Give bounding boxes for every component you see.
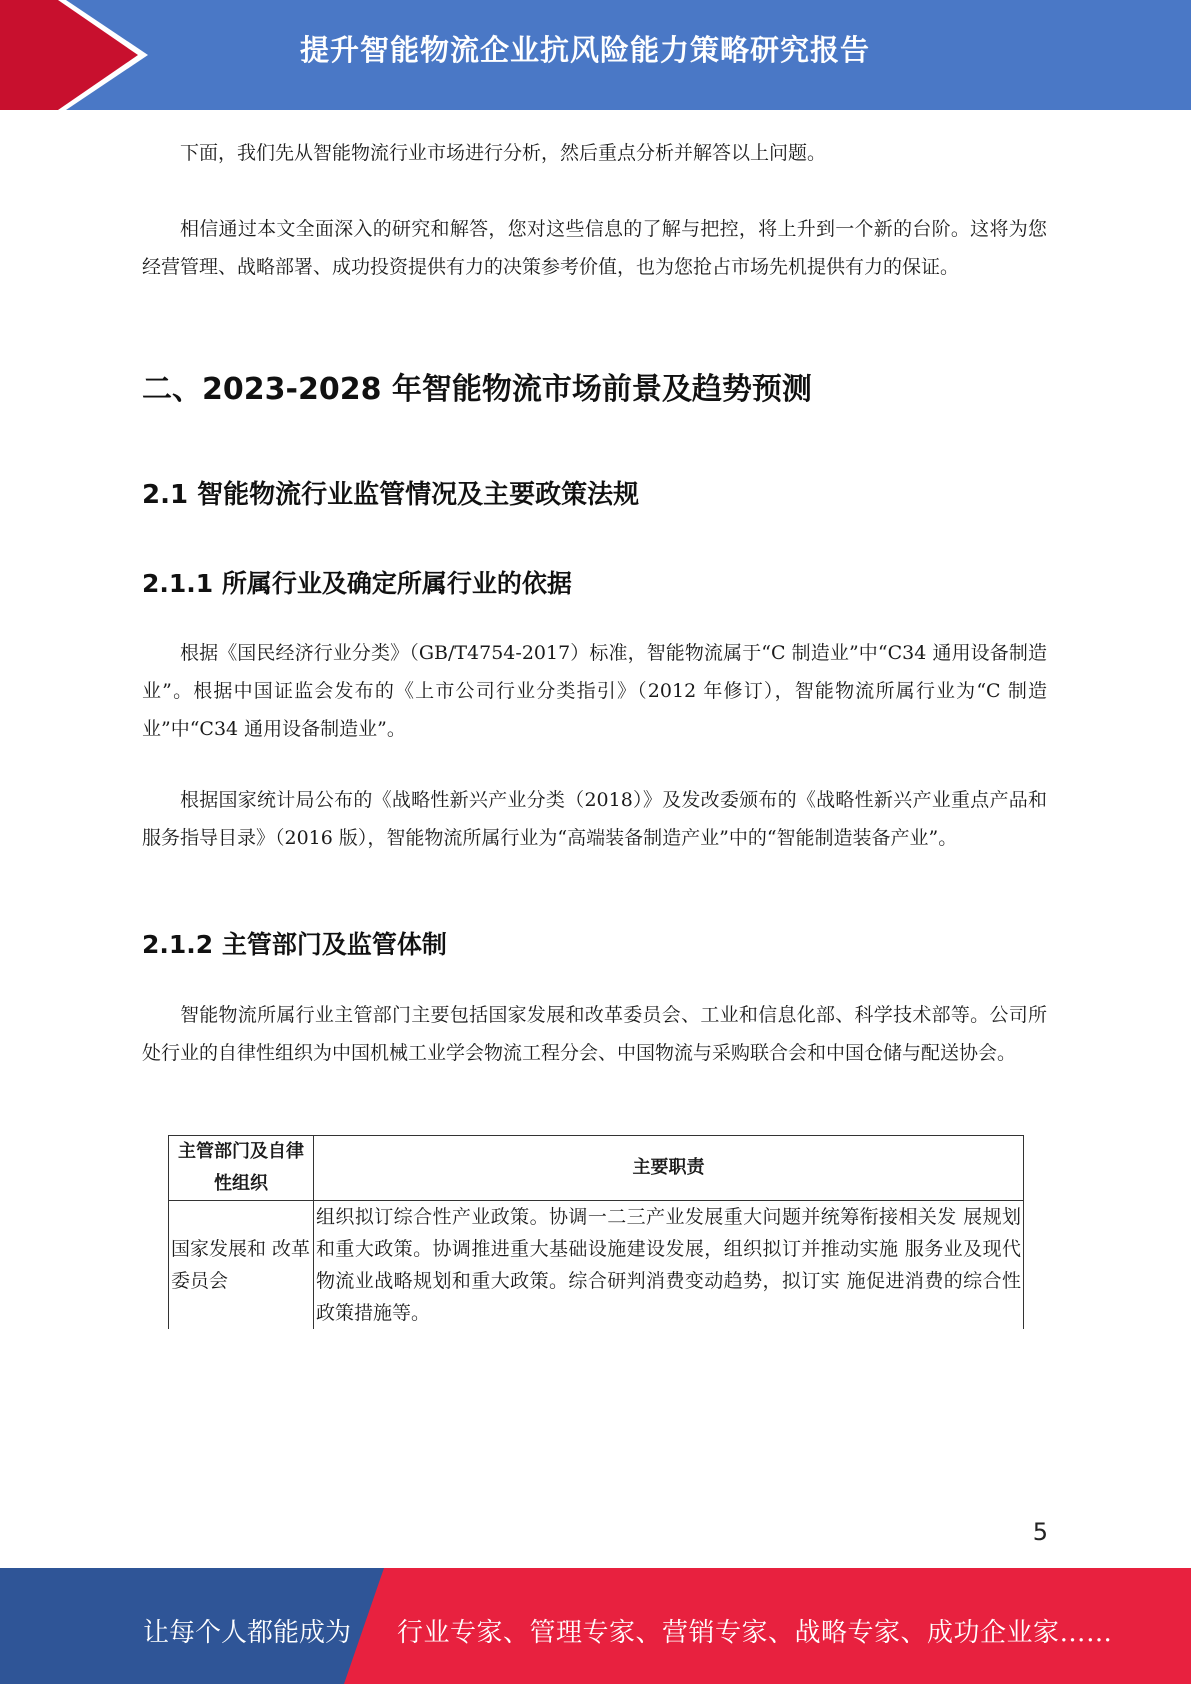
- value-paragraph: 相信通过本文全面深入的研究和解答，您对这些信息的了解与把控，将上升到一个新的台阶。这将为您经营管理、战略部署、成功投资提供有力的决策参考价值，也为您抢占市场先机提供有力的保证。: [142, 218, 1047, 278]
- subsection-heading-industry: 2.1.1 所属行业及确定所属行业的依据: [142, 569, 572, 598]
- table-cell-dept: 国家发展和 改革委员会: [169, 1201, 314, 1330]
- table-header-duty: 主要职责: [314, 1136, 1024, 1201]
- table-header-dept: 主管部门及自律性组织: [169, 1136, 314, 1201]
- header-chevron-icon: [0, 0, 160, 110]
- table-cell-duty: 组织拟订综合性产业政策。协调一二三产业发展重大问题并统筹衔接相关发 展规划和重大政策。协调推进重大基础设施建设发展，组织拟订并推动实施 服务业及现代物流业战略规划和重大政策。综合研判消费变动趋势，拟订实 施促进消费的综合性政策措施等。: [314, 1201, 1024, 1330]
- section-heading: 2.1 智能物流行业监管情况及主要政策法规: [142, 480, 640, 510]
- regulators-table: [168, 1135, 1024, 1329]
- footer-slogan-left: 让每个人都能成为: [143, 1618, 352, 1648]
- page-number: 5: [1032, 1518, 1048, 1546]
- chapter-heading: 二、2023-2028 年智能物流市场前景及趋势预测: [142, 372, 812, 407]
- table-header-row: [169, 1136, 1024, 1201]
- regulators-paragraph: 智能物流所属行业主管部门主要包括国家发展和改革委员会、工业和信息化部、科学技术部等。公司所处行业的自律性组织为中国机械工业学会物流工程分会、中国物流与采购联合会和中国仓储与配送协会。: [142, 1004, 1047, 1064]
- subsection-heading-regulation: 2.1.2 主管部门及监管体制: [142, 930, 447, 959]
- page-footer: [0, 1568, 1191, 1684]
- table-row: [169, 1201, 1024, 1330]
- industry-classification-paragraph: 根据《国民经济行业分类》（GB/T4754-2017）标准，智能物流属于“C 制造业”中“C34 通用设备制造业”。根据中国证监会发布的《上市公司行业分类指引》（2012 年修订），智能物流所属行业为“C 制造业”中“C34 通用设备制造业”。: [142, 642, 1047, 740]
- intro-paragraph: 下面，我们先从智能物流行业市场进行分析，然后重点分析并解答以上问题。: [180, 142, 827, 164]
- footer-slogan-right: 行业专家、管理专家、营销专家、战略专家、成功企业家……: [397, 1618, 1113, 1648]
- strategic-industry-paragraph: 根据国家统计局公布的《战略性新兴产业分类（2018）》及发改委颁布的《战略性新兴产业重点产品和服务指导目录》（2016 版），智能物流所属行业为“高端装备制造产业”中的“智能制造装备产业”。: [142, 789, 1047, 849]
- report-title: 提升智能物流企业抗风险能力策略研究报告: [300, 33, 871, 67]
- page-header: [0, 0, 1191, 110]
